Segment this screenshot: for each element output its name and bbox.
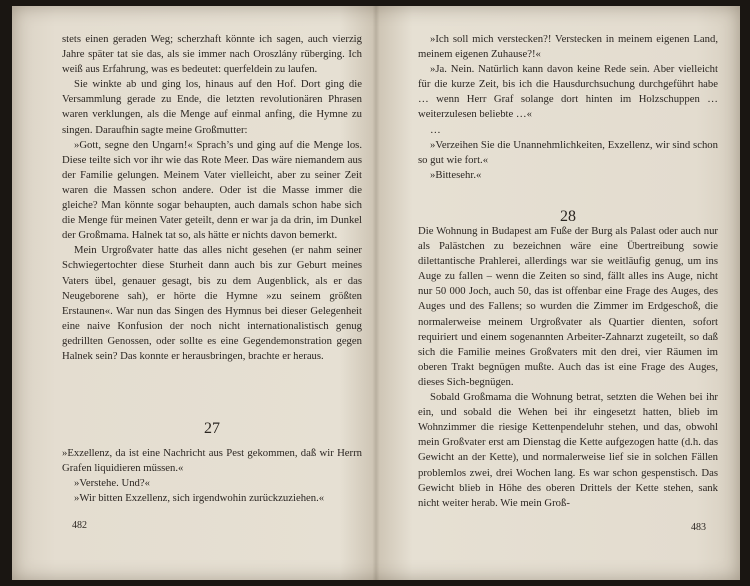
paragraph: »Exzellenz, da ist eine Nachricht aus Pest gekommen, daß wir Herrn Grafen liquidieren müssen.« [62, 447, 362, 475]
right-page [418, 6, 718, 580]
right-text-top [418, 32, 718, 183]
page-number: 482 [72, 520, 87, 531]
left-text-bottom [62, 446, 362, 506]
paragraph: »Bittesehr.« [430, 168, 482, 181]
paragraph: »Ich soll mich verstecken?! Verstecken in meinem eigenen Land, meinem eigenen Zuhause?!« [418, 33, 718, 61]
paragraph: Die Wohnung in Budapest am Fuße der Burg als Palast oder auch nur als Palästchen zu bezeichnen wäre eine Übertreibung sowie dilettantische Prahlerei, allerdings war sie weitläufig genug, um ins Auge zu fallen – wenn die Zeiten so sind, fällt alles ins Auge, nicht nur 50 000 Joch, auch 50, das ist offenbar eine Frage des Auges, des Auges und des Fallens; so wurden die Zimmer im Erdgeschoß, die normalerweise meinem Urgroßvater als Quartier dienten, sofort requiriert und einem sogenannten Arbeiter-Zahnarzt zugeteilt, so daß sich die Familie meines Großvaters mit den drei, vier Räumen im oberen Trakt begnügen mußte. Auch das ist eine Frage des Auges, dieses Sich-begnügen. [418, 225, 718, 388]
left-text-top [62, 32, 362, 364]
left-page [62, 6, 362, 580]
right-text-bottom [418, 224, 718, 511]
paragraph: »Ja. Nein. Natürlich kann davon keine Rede sein. Aber vielleicht für die kurze Zeit, bis ich die Hausdurchsuchung durchgeführt habe … wenn Herr Graf solange dort hinten im Holzschuppen … weiterzulesen beliebte …« [418, 63, 718, 121]
book-spread [12, 6, 740, 580]
chapter-number: 28 [560, 208, 576, 225]
paragraph: Mein Urgroßvater hatte das alles nicht gesehen (er nahm seiner Schwiegertochter diese Sturheit dann auch bis zur Geburt meines Vaters übel, genauer gesagt, bis zu dem Augenblick, als er das Neugeborene sah), er hörte die Hymne »zu seinem größten Erstaunen«. War nun das Singen des Hymnus bei dieser Gelegenheit eine naive Konfusion der noch nicht internationalistisch genug gedrillten Genossen, oder sollte es eine Gegendemonstration gegen Halnek sein? Das konnte er herausbringen, brachte er heraus. [62, 244, 362, 362]
page-number: 483 [691, 522, 706, 533]
paragraph: »Verstehe. Und?« [74, 477, 150, 490]
paragraph: stets einen geraden Weg; scherzhaft könnte ich sagen, auch vierzig Jahre später tat sie das, als sie immer nach Oroszlány rüberging. Ich weiß aus Erfahrung, was es bedeutet: querfeldein zu laufen. [62, 33, 362, 76]
paragraph: Sobald Großmama die Wohnung betrat, setzten die Wehen bei ihr ein, und sobald die Wehen bei ihr eingesetzt hatten, blieb im Wohnzimmer die riesige Kettenpendeluhr stehen, und das, obwohl mein Großvater erst am Dienstag die Kette aufgezogen hatte (d.h. das Gewicht an der Kette), und normalerweise lief sie in solchen Fällen problemlos zwei, drei Wochen lang. Es war schon gespenstisch. Das Gewicht blieb in Höhe des oberen Drittels der Kette stehen, sank nicht weiter herab. Wie mein Groß- [418, 391, 718, 509]
paragraph: »Verzeihen Sie die Unannehmlichkeiten, Exzellenz, wir sind schon so gut wie fort.« [418, 138, 718, 166]
paragraph: »Wir bitten Exzellenz, sich irgendwohin zurückzuziehen.« [74, 492, 325, 505]
paragraph: »Gott, segne den Ungarn!« Sprach’s und ging auf die Menge los. Diese teilte sich vor ihr wie das Rote Meer. Das wäre niemandem aus der Familie gelungen. Meinem Vater vielleicht, aber zu seiner Zeit waren die Massen schon andere. Oder ist die Masse immer die gleiche? Man könnte sogar behaupten, auch damals schon habe sich die Menge für meinen Vater geteilt, denn er war ja da drin, im Dunkel der Großmama. Halnek tat so, als hätte er nichts davon bemerkt. [62, 138, 362, 242]
chapter-heading-wrap [62, 414, 362, 444]
paragraph: Sie winkte ab und ging los, hinaus auf den Hof. Dort ging die Versammlung gerade zu Ende, die letzten revolutionären Phrasen waren verklungen, als die Menge auf einmal anfing, die Hymne zu singen. Daraufhin sagte meine Großmutter: [62, 78, 362, 136]
chapter-number: 27 [204, 420, 220, 437]
paragraph: … [430, 123, 441, 136]
